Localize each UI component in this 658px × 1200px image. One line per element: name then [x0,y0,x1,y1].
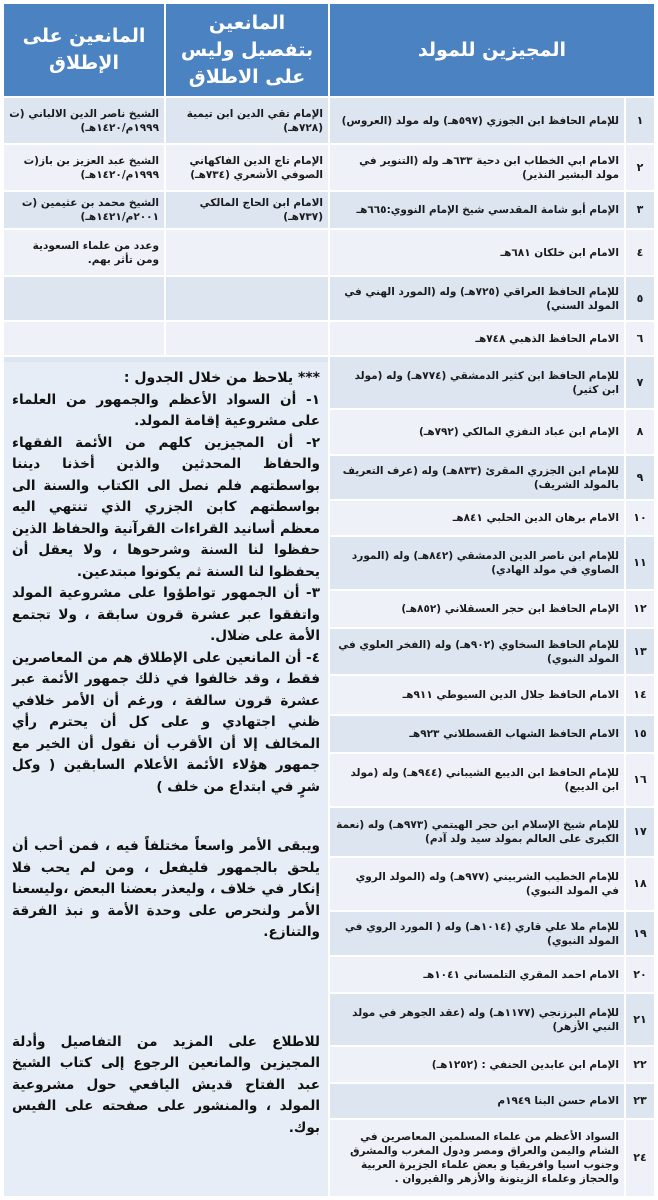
row-number: ٤ [624,230,654,275]
with-details-cell: الامام ابن الحاج المالكي (٧٣٧هـ) [164,192,328,228]
permitter-cell: للإمام ابن الجزري المقرئ (٨٣٣هـ) وله (عرف التعريف بالمولد الشريف) [328,456,624,499]
row-number: ٢٢ [624,1047,654,1082]
absolute-cell: الشيخ عبد العزيز بن باز(ت ١٩٩٩م/١٤٢٠هـ) [23,154,159,181]
header-absolute: المانعين على الإطلاق [4,4,164,96]
absolute-cell: الشيخ محمد بن عثيمين (ت ٢٠٠١م/١٤٢١هـ) [21,197,159,223]
note-reference: للاطلاع على المزيد من التفاصيل وأدلة المجيزين والمانعين الرجوع إلى كتاب الشيخ عبد الفتاح قديش اليافعي حول مشروعية المولد ، والمنشور على صفحته على الفيس بوك. [12,1033,320,1136]
header-with-details: المانعين بتفصيل وليس على الاطلاق [164,4,328,96]
absolute-cell [4,277,164,320]
row-number: ٩ [624,456,654,499]
note-point-4: ٤- أن المانعين على الإطلاق هم من المعاصرين فقط ، وقد خالفوا في ذلك جمهور الأئمة عبر عشرة قرون سالفة ، ورغم أن الأمر خلافي ظني اجتهادي و على كل أن يحترم رأي المخالف إلا أن الأقرب أن نقول أن الخير مع جمهور هؤلاء الأئمة الأعلام السابقين ( وكل شرٍ في ابتداع من خلف ) [12,649,320,795]
permitter-cell: للإمام ملا علي قاري (١٠١٤هـ) وله ( المورد الروي في المولد النبوي) [328,912,624,955]
permitter-cell: للإمام ابن ناصر الدين الدمشقي (٨٤٢هـ) وله (المورد الصاوي في مولد الهادي) [328,537,624,589]
row-number: ٦ [624,322,654,355]
row-number: ١ [624,98,654,143]
row-number: ١٠ [624,501,654,535]
absolute-cell [4,322,164,355]
table-row [4,320,654,355]
notes-heading: *** يلاحظ من خلال الجدول : [123,370,320,386]
table-row [4,190,654,228]
row-number: ١١ [624,537,654,589]
row-number: ٢٣ [624,1084,654,1118]
row-number: ١٩ [624,912,654,955]
permitter-cell: للإمام الخطيب الشربيني (٩٧٧هـ) وله (المولد الروي في المولد النبوي) [328,858,624,910]
table-row [4,96,654,143]
permitter-cell: للإمام الحافظ ابن الديبع الشيباني (٩٤٤هـ) وله (مولد ابن الديبع) [328,754,624,806]
table-row [4,228,654,275]
row-number: ١٦ [624,754,654,806]
permitter-cell: الإمام الحافظ ابن حجر العسقلاني (٨٥٢هـ) [328,591,624,627]
row-number: ٣ [624,192,654,228]
permitter-cell: الامام ابن خلكان ٦٨١هـ [328,230,624,275]
row-number: ٢٠ [624,957,654,992]
with-details-cell: الإمام تاج الدين الفاكهاني الصوفي الأشعري (٧٣٤هـ) [164,145,328,190]
permitter-cell: للإمام الحافظ العراقي (٧٢٥هـ) وله (المورد الهني في المولد السني) [328,277,624,320]
permitter-cell: الامام ابي الخطاب ابن دحية ٦٣٣هـ وله (التنوير في مولد البشير النذير) [328,145,624,190]
row-number: ١٨ [624,858,654,910]
note-point-1: ١- أن السواد الأعظم والجمهور من العلماء على مشروعية إقامة المولد. [12,391,320,429]
mawlid-scholars-table [4,4,654,1196]
permitter-cell: للإمام شيخ الإسلام ابن حجر الهيتمي (٩٧٣هـ) وله (نعمة الكبرى على العالم بمولد سيد ولد آدم) [328,808,624,856]
permitter-cell: الامام حسن البنا ١٩٤٩م [328,1084,624,1118]
note-point-2: ٢- أن المجيزين كلهم من الأئمة الفقهاء والحفاظ المحدثين والذين أخذنا ديننا بواسطتهم فلم نصل الى الكتاب والسنة الى بواسطتهم كابن الجزري الذي تنتهي اليه معظم أسانيد القراءات القرآنية والحفاظ الذين حفظوا لنا السنة وشرحوها ، ولا يعقل أن يحفظوا لنا السنة ثم يكونوا مبتدعين. [12,434,320,580]
absolute-cell: الشيخ ناصر الدين الالباني (ت ١٩٩٩م/١٤٢٠هـ) [9,107,159,134]
with-details-cell [164,322,328,355]
with-details-cell [164,230,328,275]
row-number: ٨ [624,410,654,454]
notes-box [4,362,328,1196]
row-number: ١٢ [624,591,654,627]
absolute-cell: وعدد من علماء السعودية ومن تأثر بهم. [32,239,159,266]
permitter-cell: الإمام ابن عباد النفزي المالكي (٧٩٢هـ) [328,410,624,454]
permitter-cell: الامام برهان الدين الحلبي ٨٤١هـ [328,501,624,535]
table-row [4,143,654,190]
permitter-cell: الإمام أبو شامة المقدسي شيخ الإمام النووي:٦٦٥هـ [328,192,624,228]
permitter-cell: للإمام الحافظ ابن الجوزي (٥٩٧هـ) وله مولد (العروس) [328,98,624,143]
permitter-cell: السواد الأعظم من علماء المسلمين المعاصرين في الشام واليمن والعراق ومصر ودول المغرب والمشرق وجنوب اسيا وافريقيا و بعض علماء الجزيرة العربية والحجاز وعلماء الزيتونة والأزهر والقيروان . [328,1120,624,1196]
permitter-cell: الإمام ابن عابدين الحنفي : (١٢٥٢هـ) [328,1047,624,1082]
note-point-3: ٣- أن الجمهور تواطؤوا على مشروعية المولد واتفقوا عبر عشرة قرون سابقة ، ولا تجتمع الأمة على ضلال. [12,585,320,644]
row-number: ٢٤ [624,1120,654,1196]
permitter-cell: الامام الحافظ الشهاب القسطلاني ٩٢٣هـ [328,716,624,752]
row-number: ١٧ [624,808,654,856]
note-conclusion: ويبقى الأمر واسعاً مختلفاً فيه ، فمن أحب أن يلحق بالجمهور فليفعل ، ومن لم يحب فلا إنكار في خلاف ، وليعذر بعضنا البعض ،وليسعنا الأمر ولنحرص على وحدة الأمة و نبذ الفرقة والتنازع. [12,838,320,940]
permitter-cell: الامام احمد المقري التلمساني ١٠٤١هـ [328,957,624,992]
row-number: ١٤ [624,676,654,714]
permitter-cell: للإمام الحافظ السخاوي (٩٠٢هـ) وله (الفخر العلوي في المولد النبوي) [328,629,624,674]
row-number: ٧ [624,357,654,408]
table-row [4,275,654,320]
with-details-cell [164,277,328,320]
row-number: ٢ [624,145,654,190]
with-details-cell: الإمام تقي الدين ابن تيمية (٧٢٨هـ) [164,98,328,143]
permitter-cell: الامام الحافظ الذهبي ٧٤٨هـ [328,322,624,355]
row-number: ٢١ [624,994,654,1045]
permitter-cell: للإمام البرزنجي (١١٧٧هـ) وله (عقد الجوهر في مولد النبي الأزهر) [328,994,624,1045]
header-permitters: المجيزين للمولد [328,4,654,96]
row-number: ١٥ [624,716,654,752]
permitter-cell: للإمام الحافظ ابن كثير الدمشقي (٧٧٤هـ) وله (مولد ابن كثير) [328,357,624,408]
row-number: ١٣ [624,629,654,674]
row-number: ٥ [624,277,654,320]
permitter-cell: الامام الحافظ جلال الدين السيوطي ٩١١هـ [328,676,624,714]
